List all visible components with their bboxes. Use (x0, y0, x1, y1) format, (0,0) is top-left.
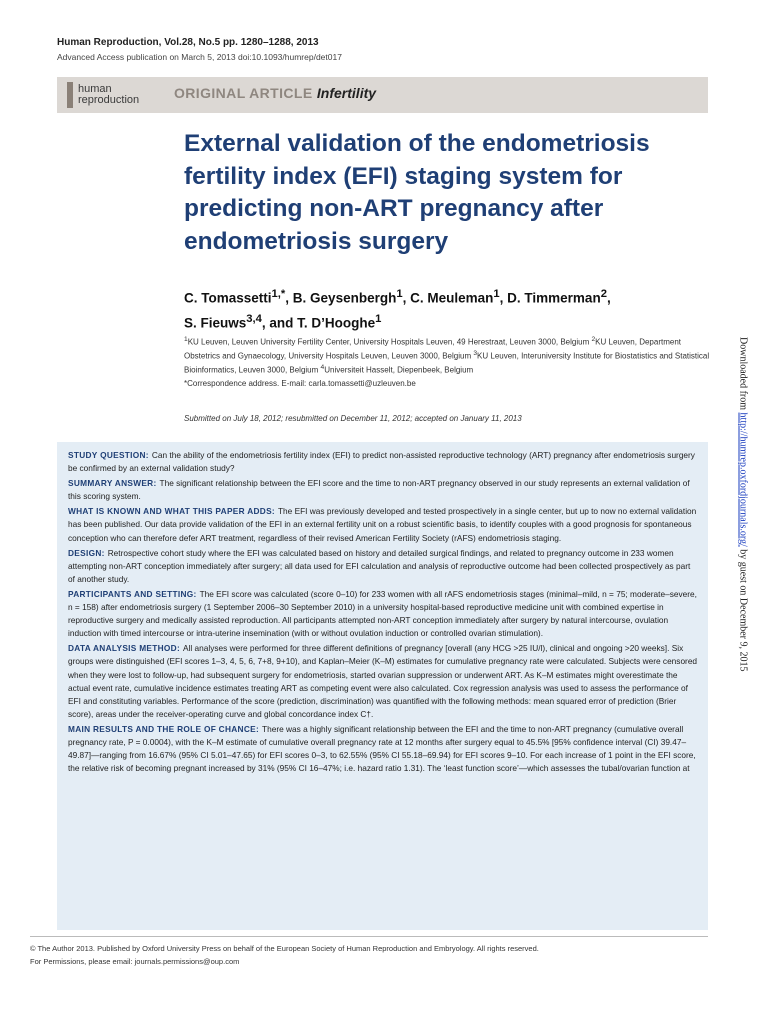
abstract-section (68, 477, 698, 503)
journal-reference: Human Reproduction, Vol.28, No.5 pp. 1280–1288, 2013 (57, 37, 319, 48)
article-type-label: ORIGINAL ARTICLE (174, 85, 313, 101)
abstract-section-heading: MAIN RESULTS AND THE ROLE OF CHANCE: (68, 723, 260, 734)
abstract-section-heading: STUDY QUESTION: (68, 450, 149, 460)
logo-line-1: human (78, 83, 112, 95)
logo-bar (67, 82, 73, 108)
abstract-section-heading: PARTICIPANTS AND SETTING: (68, 588, 197, 599)
download-prefix: Downloaded from (737, 337, 749, 413)
affiliations: $^1$KU Leuven, Leuven University Fertility Center, University Hospitals Leuven, 49 Herestraat, Leuven 3000, Belgium $^2$KU Leuven, Department Obstetrics and Gynaecology, University Hospitals Leuven, Leuven 3000, Belgium $^3$KU Leuven, Interuniversity Institute for Biostatistics and Statistical Bioinformatics, Leuven 3000, Belgium $^4$Universiteit Hasselt, Diepenbeek, Belgium (184, 336, 710, 375)
copyright-notice: © The Author 2013. Published by Oxford University Press on behalf of the European Society of Human Reproduction and Embryology. All rights reserved. (30, 944, 539, 953)
authors-line-1: C. Tomassetti$^{1,*}$, B. Geysenbergh$^1$, C. Meuleman$^1$, D. Timmerman$^2$, (184, 288, 611, 306)
journal-link[interactable]: http://humrep.oxfordjournals.org/ (737, 412, 749, 547)
abstract-section (68, 642, 698, 721)
abstract-section (68, 588, 698, 640)
author-list (184, 284, 724, 333)
logo-text (78, 84, 139, 106)
download-suffix: by guest on December 9, 2015 (737, 546, 749, 672)
abstract-section-text: The EFI was previously developed and tested prospectively in a single center, but up to now no external validation has been published. Our data provide validation of the EFI in an external fertility unit on a robust scientific basis, to identify couples with a good prognosis for spontaneous conception who can therefore defer ART treatment, regardless of their revised American Fertility Society (rAFS) endometriosis staging. (68, 506, 697, 543)
abstract-section-heading: WHAT IS KNOWN AND WHAT THIS PAPER ADDS: (68, 506, 275, 517)
abstract-section (68, 505, 698, 544)
journal-logo (67, 82, 167, 108)
footer-divider (30, 936, 708, 937)
abstract-section (68, 723, 698, 775)
submission-dates: Submitted on July 18, 2012; resubmitted on December 11, 2012; accepted on January 11, 2013 (184, 414, 522, 423)
abstract-section-text: Retrospective cohort study where the EFI was calculated based on history and detailed surgical findings, and related to pregnancy outcome in 233 women attempting non-ART conception immediately after surgery; all data used for EFI calculation and analysis of reproductive outcome had been collected prospectively as part of another study. (68, 547, 691, 584)
article-topic: Infertility (316, 85, 377, 101)
correspondence-address: *Correspondence address. E-mail: carla.tomassetti@uzleuven.be (184, 379, 416, 388)
abstract-section-heading: SUMMARY ANSWER: (68, 478, 157, 489)
footer (30, 942, 539, 968)
download-notice-text (738, 337, 749, 672)
access-doi-line: Advanced Access publication on March 5, 2013 doi:10.1093/humrep/det017 (57, 52, 342, 62)
abstract-section-text: The EFI score was calculated (score 0–10) for 233 women with all rAFS endometriosis stages (minimal–mild, n = 75; moderate–severe, n = 158) after endometriosis surgery (1 September 2006–30 September 2010) in a university hospital-based reproductive medicine unit with combined expertise in reproductive surgery and medically assisted reproduction. All participants attempted non-ART conception immediately after surgery by natural intercourse, ovulation induction with timed intercourse or intra-uterine insemination (with or without ovulation induction or controlled ovarian stimulation). (68, 588, 697, 639)
abstract-section-heading: DATA ANALYSIS METHOD: (68, 643, 181, 654)
authors-line-2: S. Fieuws$^{3,4}$, and T. D’Hooghe$^1$ (184, 312, 382, 330)
abstract-section (68, 547, 698, 586)
article-type (174, 85, 376, 101)
article-title: External validation of the endometriosis fertility index (EFI) staging system for predicting non-ART pregnancy after endometriosis surgery (184, 130, 650, 255)
abstract-section-text: The significant relationship between the EFI score and the time to non-ART pregnancy observed in our study represents an external validation of this scoring system. (68, 478, 690, 502)
abstract-section-text: There was a highly significant relationship between the EFI and the time to non-ART pregnancy (cumulative overall pregnancy rate, P = 0.0004), with the K–M estimate of cumulative overall pregnancy rate at 12 months after surgery equal to 45.5% [95% confidence interval (CI) 39.47–49.87]—ranging from 16.67% (95% CI 5.01–47.65) for EFI scores 0–3, to 62.55% (95% CI 55.18–69.94) for EFI scores 9–10. For each increase of 1 point in the EFI score, the relative risk of becoming pregnant increased by 31% (95% CI 16–47%; i.e. hazard ratio 1.31). The ‘least function score’—which assesses the tubal/ovarian function at (68, 723, 696, 774)
article-banner (57, 77, 708, 113)
abstract-section (68, 449, 698, 475)
structured-abstract (57, 442, 708, 930)
permissions-notice: For Permissions, please email: journals.permissions@oup.com (30, 957, 240, 966)
download-notice (736, 337, 750, 797)
abstract-section-text: All analyses were performed for three different definitions of pregnancy [overall (any HCG >25 IU/l), clinical and ongoing >20 weeks]. Six groups were distinguished (EFI scores 1–3, 4, 5, 6, 7+8, 9+10), and Kaplan–Meier (K–M) estimates for cumulative pregnancy rate were calculated. Subjects were censored when they were lost to follow-up, had subsequent surgery for endometriosis, started ovarian suppression or underwent ART. As K–M estimates might overestimate the actual event rate, cumulative incidence estimates treating ART as competing event were also calculated. Cox regression analysis was used to assess the performance of EFI and constituting variables. Performance of the score (prediction, discrimination) was quantified with the following methods: mean squared error of prediction (Brier score), areas under the receiver-operating curve and global concordance index C†. (68, 643, 698, 719)
logo-line-2: reproduction (78, 94, 140, 106)
abstract-section-heading: DESIGN: (68, 547, 105, 558)
abstract-section-text: Can the ability of the endometriosis fertility index (EFI) to predict non-assisted reproductive technology (ART) pregnancy after endometriosis surgery be confirmed by an external validation study? (68, 450, 695, 474)
